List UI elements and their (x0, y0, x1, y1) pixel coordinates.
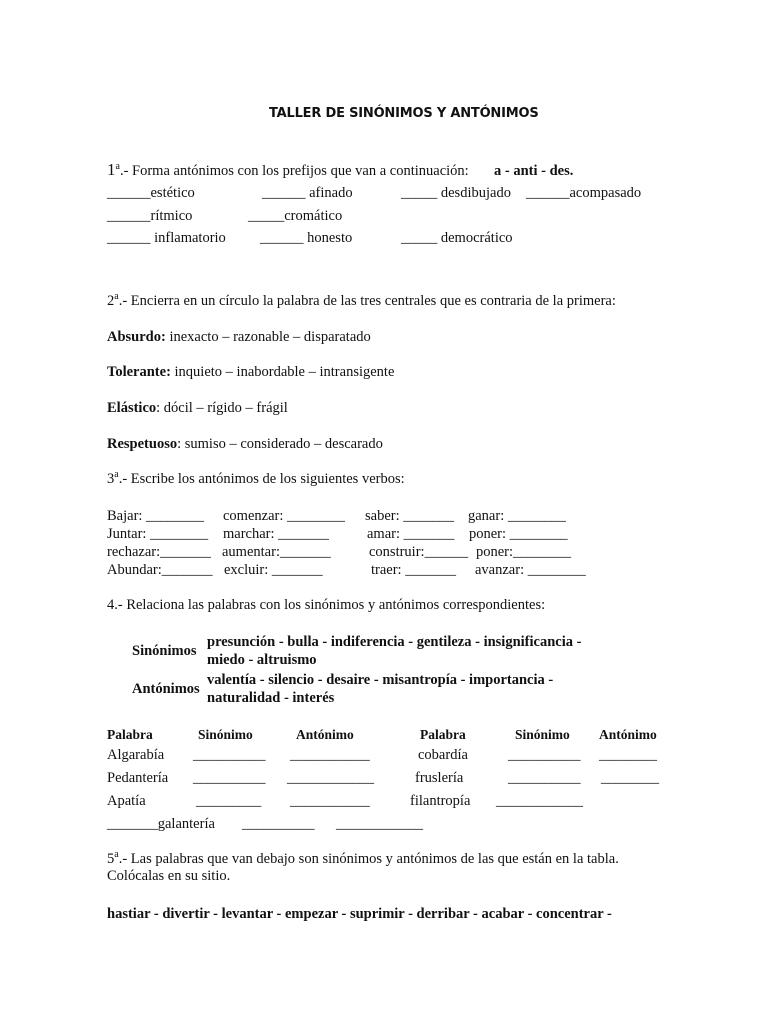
antonimos-label: Antónimos (132, 681, 200, 697)
table-header: Sinónimo (515, 727, 570, 742)
s2-options: : dócil – rígido – frágil (156, 400, 288, 416)
table-cell: ___________ (290, 793, 370, 809)
table-cell: __________ (242, 816, 315, 832)
s3-verb: Juntar: ________ (107, 526, 209, 542)
s1-item: _____ desdibujado (401, 185, 511, 201)
s3-verb: poner:________ (476, 544, 572, 560)
s2-options: : sumiso – considerado – descarado (177, 436, 383, 452)
table-cell: ____________ (287, 770, 374, 786)
s1-item: ______acompasado (526, 185, 642, 201)
table-cell: Pedantería (107, 770, 169, 786)
table-cell: ____________ (496, 793, 583, 809)
s3-verb: saber: _______ (365, 508, 454, 524)
table-header: Antónimo (599, 727, 657, 742)
s2-item (107, 436, 383, 453)
section5-instruction-text: .- Las palabras que van debajo son sinónimos y antónimos de las que están en la tabla. (118, 851, 619, 867)
s3-verb: aumentar:_______ (222, 544, 331, 560)
section5-instruction (107, 851, 619, 869)
table-cell: __________ (193, 747, 266, 763)
s3-verb: marchar: _______ (223, 526, 329, 542)
table-cell: __________ (193, 770, 266, 786)
s3-verb: rechazar:_______ (107, 544, 211, 560)
s1-item: _____ democrático (401, 230, 513, 246)
section2-ordinal: a (114, 291, 119, 302)
table-header: Sinónimo (198, 727, 253, 742)
sinonimos-label: Sinónimos (132, 643, 197, 659)
table-cell: ___________ (290, 747, 370, 763)
page-title: TALLER DE SINÓNIMOS Y ANTÓNIMOS (269, 106, 539, 121)
section3-instruction (107, 471, 405, 489)
s1-item: ______ inflamatorio (107, 230, 226, 246)
s2-item (107, 329, 371, 346)
section5-word-list: hastiar - divertir - levantar - empezar - suprimir - derribar - acabar - concentrar - (107, 906, 612, 922)
table-header: Palabra (420, 727, 466, 742)
s3-verb: ganar: ________ (468, 508, 566, 524)
section2-instruction-text: .- Encierra en un círculo la palabra de las tres centrales que es contraria de la primera: (118, 293, 616, 309)
section2-instruction (107, 293, 616, 311)
section2-number: 2 (107, 293, 115, 309)
table-cell: ____________ (336, 816, 423, 832)
s3-verb: construir:______ (369, 544, 469, 560)
s2-item (107, 400, 288, 417)
s3-verb: Abundar:_______ (107, 562, 213, 578)
section5-number: 5 (107, 851, 115, 867)
s2-word: Absurdo: (107, 329, 166, 345)
section1-instruction (107, 161, 469, 181)
s2-word: Respetuoso (107, 436, 178, 452)
section3-number: 3 (107, 471, 115, 487)
table-cell: cobardía (418, 747, 468, 763)
antonimos-word-list: valentía - silencio - desaire - misantropía - importancia - naturalidad - interés (207, 672, 554, 706)
table-header: Palabra (107, 727, 153, 742)
section1-ordinal: a (115, 161, 120, 172)
s1-item: ______ honesto (260, 230, 353, 246)
table-cell: ________ (599, 747, 657, 763)
section3-instruction-text: .- Escribe los antónimos de los siguientes verbos: (118, 471, 405, 487)
section5-instruction-line2: Colócalas en su sitio. (107, 868, 231, 884)
s1-item: ______estético (107, 185, 195, 201)
s3-verb: Bajar: ________ (107, 508, 205, 524)
s2-word: Elástico (107, 400, 157, 416)
table-cell: fruslería (415, 770, 464, 786)
sinonimos-word-list: presunción - bulla - indiferencia - gentileza - insignificancia - miedo - altruismo (207, 634, 582, 668)
section1-instruction-text: .- Forma antónimos con los prefijos que van a continuación: (119, 163, 469, 179)
s1-item: ______rítmico (107, 208, 193, 224)
section5-ordinal: a (114, 849, 119, 860)
s2-options: inquieto – inabordable – intransigente (170, 364, 395, 380)
s1-item: _____cromático (248, 208, 343, 224)
table-cell: filantropía (410, 793, 471, 809)
section1-number: 1 (107, 160, 116, 179)
section4-instruction: 4.- Relaciona las palabras con los sinónimos y antónimos correspondientes: (107, 597, 546, 613)
table-cell: ________ (601, 770, 659, 786)
s3-verb: poner: ________ (469, 526, 568, 542)
s2-options: inexacto – razonable – disparatado (165, 329, 371, 345)
table-cell: Apatía (107, 793, 146, 809)
s3-verb: comenzar: ________ (223, 508, 346, 524)
s1-item: ______ afinado (262, 185, 353, 201)
section1-prefixes: a - anti - des. (494, 163, 574, 179)
table-cell: _________ (196, 793, 262, 809)
s3-verb: excluir: _______ (224, 562, 323, 578)
s2-word: Tolerante: (107, 364, 171, 380)
s3-verb: avanzar: ________ (475, 562, 586, 578)
section3-ordinal: a (114, 469, 119, 480)
s3-verb: traer: _______ (371, 562, 456, 578)
table-header: Antónimo (296, 727, 354, 742)
s2-item (107, 364, 394, 381)
table-cell: __________ (508, 770, 581, 786)
table-cell: __________ (508, 747, 581, 763)
table-cell: Algarabía (107, 747, 165, 763)
table-cell: _______galantería (107, 816, 215, 832)
s3-verb: amar: _______ (367, 526, 455, 542)
